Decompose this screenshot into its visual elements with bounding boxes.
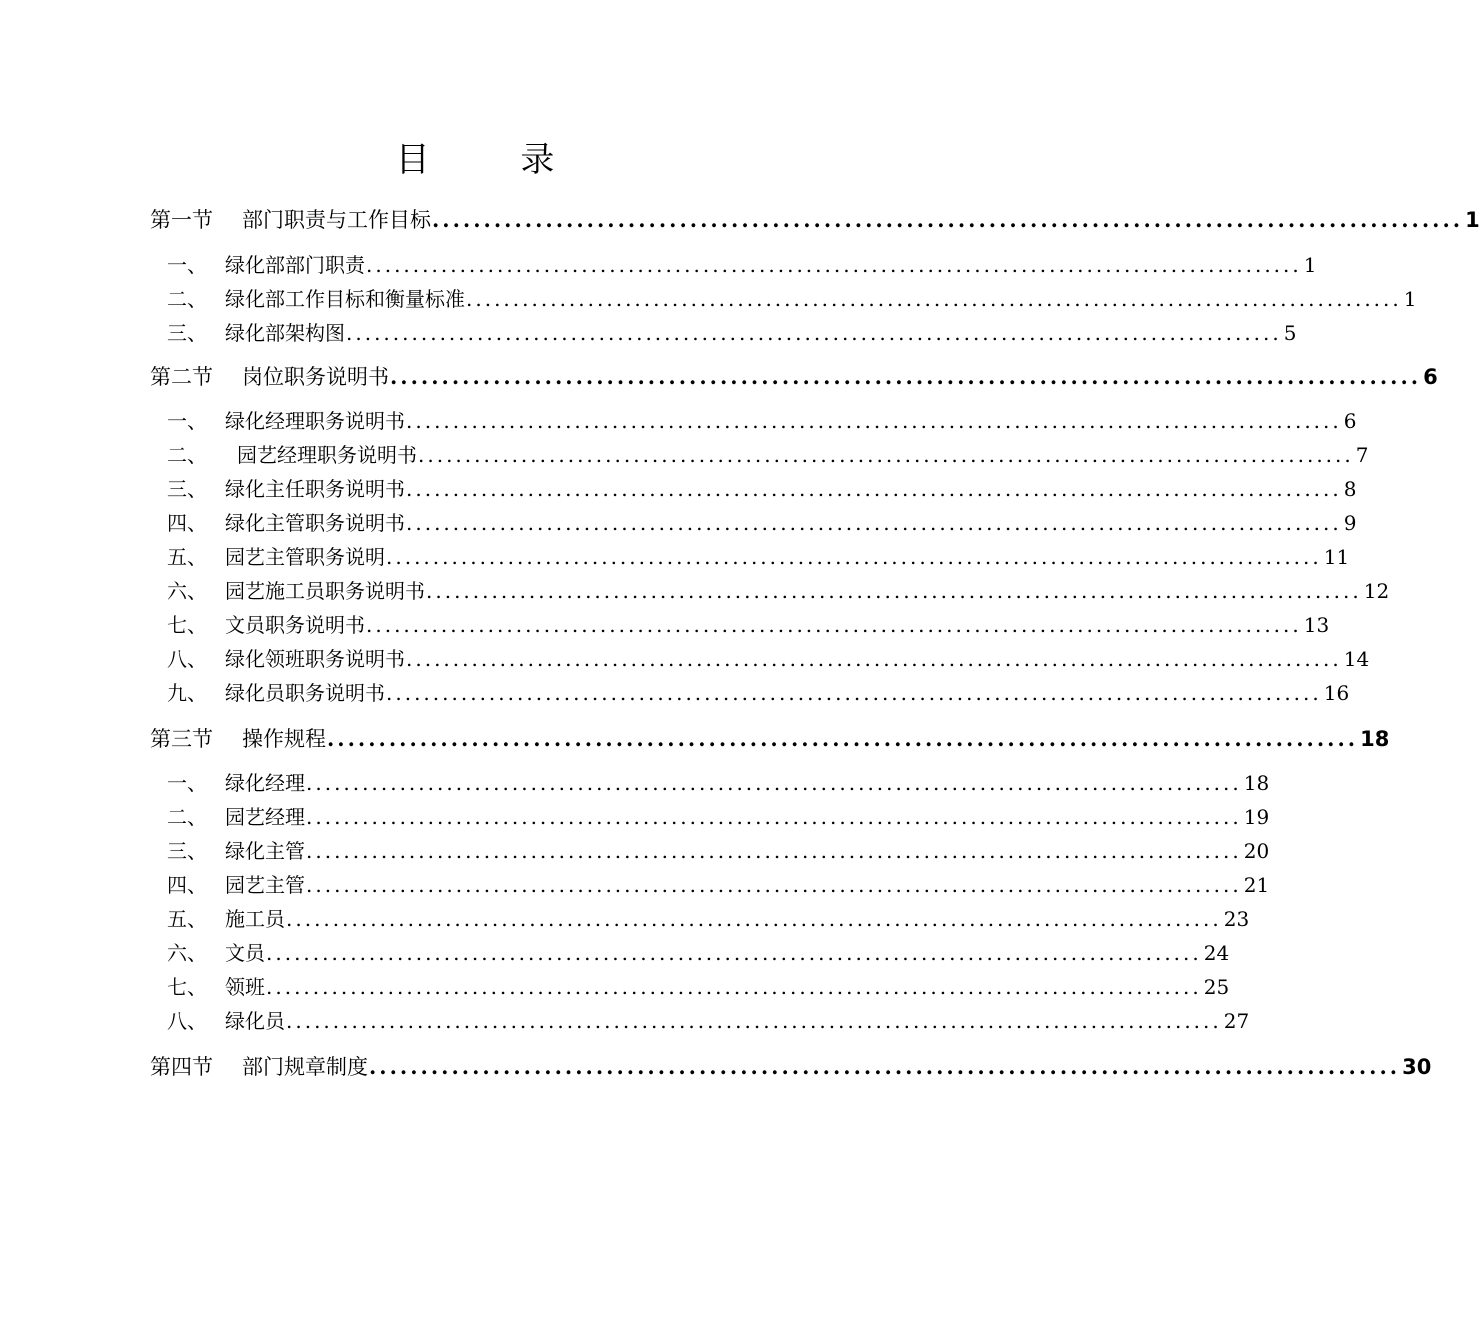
toc-number: 一、 (167, 771, 207, 795)
toc-number: 三、 (167, 477, 207, 501)
toc-page: 18 (1360, 727, 1390, 751)
toc-entry[interactable] (150, 972, 1230, 1002)
toc-page: 19 (1243, 805, 1270, 829)
toc-page: 6 (1423, 365, 1438, 389)
toc-page: 7 (1355, 443, 1369, 467)
toc-leader: .................................................................................................... (266, 941, 1202, 965)
toc-leader: .................................................................................................... (418, 443, 1354, 467)
toc-label: 园艺主管职务说明 (225, 545, 385, 569)
toc-number: 第四节 (150, 1055, 213, 1079)
toc-entry[interactable] (150, 644, 1370, 674)
toc-leader: .................................................................................................... (386, 681, 1322, 705)
toc-section-1[interactable] (150, 205, 1480, 235)
toc-leader: .................................................................................................... (266, 975, 1202, 999)
toc-leader: .................................................................................................... (306, 805, 1242, 829)
toc-number: 七、 (167, 613, 207, 637)
toc-section-4[interactable] (150, 1052, 1432, 1082)
toc-page: 23 (1223, 907, 1250, 931)
toc-leader: .................................................................................................... (366, 253, 1302, 277)
toc-leader: .................................................................................................... (406, 409, 1342, 433)
toc-number: 二、 (167, 443, 207, 467)
toc-label: 领班 (225, 975, 265, 999)
toc-label: 绿化员 (225, 1009, 285, 1033)
page-title: 目 录 (395, 140, 595, 180)
toc-page: 11 (1323, 545, 1350, 569)
toc-number: 二、 (167, 805, 207, 829)
toc-number: 三、 (167, 839, 207, 863)
toc-entry[interactable] (150, 1006, 1250, 1036)
toc-entry[interactable] (150, 542, 1350, 572)
toc-page: 12 (1363, 579, 1390, 603)
toc-leader: .................................................................................................... (406, 511, 1342, 535)
toc-number: 九、 (167, 681, 207, 705)
toc-number: 一、 (167, 253, 207, 277)
toc-leader: .................................................................................................... (406, 477, 1342, 501)
toc-label: 绿化经理 (225, 771, 305, 795)
toc-label: 部门规章制度 (242, 1055, 368, 1079)
toc-page: 13 (1303, 613, 1330, 637)
toc-page: 1 (1303, 253, 1317, 277)
toc-number: 八、 (167, 647, 207, 671)
toc-page: 6 (1343, 409, 1357, 433)
toc-number: 四、 (167, 873, 207, 897)
toc-page: 27 (1223, 1009, 1250, 1033)
toc-label: 绿化领班职务说明书 (225, 647, 405, 671)
toc-entry[interactable] (150, 610, 1330, 640)
toc-page: 14 (1343, 647, 1370, 671)
toc-page: 30 (1402, 1055, 1432, 1079)
toc-entry[interactable] (150, 440, 1369, 470)
toc-label: 文员 (225, 941, 265, 965)
toc-page: 9 (1343, 511, 1357, 535)
toc-leader: .................................................................................................... (286, 907, 1222, 931)
toc-entry[interactable] (150, 678, 1350, 708)
toc-label: 园艺经理 (225, 805, 305, 829)
toc-section-2[interactable] (150, 362, 1438, 392)
toc-page: 16 (1323, 681, 1350, 705)
toc-entry[interactable] (150, 870, 1270, 900)
toc-page: 18 (1243, 771, 1270, 795)
toc-leader: .................................................................................................... (386, 545, 1322, 569)
toc-label: 绿化主管职务说明书 (225, 511, 405, 535)
toc-number: 六、 (167, 579, 207, 603)
toc-leader: .................................................................................................... (426, 579, 1362, 603)
toc-entry[interactable] (150, 318, 1297, 348)
toc-page: 1 (1403, 287, 1417, 311)
toc-leader: .................................................................................................... (306, 839, 1242, 863)
toc-entry[interactable] (150, 802, 1270, 832)
toc-number: 第一节 (150, 208, 213, 232)
toc-leader: .................................................................................................... (306, 873, 1242, 897)
toc-number: 五、 (167, 907, 207, 931)
toc-number: 一、 (167, 409, 207, 433)
toc-label: 绿化部架构图 (225, 321, 345, 345)
toc-leader: .................................................................................................... (390, 364, 1422, 389)
toc-leader: .................................................................................................... (346, 321, 1282, 345)
toc-page: 20 (1243, 839, 1270, 863)
toc-label: 绿化经理职务说明书 (225, 409, 405, 433)
toc-page: 25 (1203, 975, 1230, 999)
toc-number: 三、 (167, 321, 207, 345)
toc-page: 21 (1243, 873, 1270, 897)
toc-entry[interactable] (150, 406, 1357, 436)
toc-entry[interactable] (150, 284, 1417, 314)
toc-page: 1 (1465, 208, 1480, 232)
toc-label: 绿化部工作目标和衡量标准 (225, 287, 465, 311)
toc-section-3[interactable] (150, 724, 1390, 754)
toc-page: 24 (1203, 941, 1230, 965)
toc-label: 园艺主管 (225, 873, 305, 897)
toc-label: 施工员 (225, 907, 285, 931)
toc-label: 文员职务说明书 (225, 613, 365, 637)
toc-entry[interactable] (150, 250, 1317, 280)
toc-page: 8 (1343, 477, 1357, 501)
toc-leader: .................................................................................................... (432, 207, 1464, 232)
toc-page: 5 (1283, 321, 1297, 345)
toc-number: 七、 (167, 975, 207, 999)
toc-label: 岗位职务说明书 (242, 365, 389, 389)
toc-label: 绿化主管 (225, 839, 305, 863)
toc-entry[interactable] (150, 904, 1250, 934)
toc-number: 第二节 (150, 365, 213, 389)
toc-entry[interactable] (150, 938, 1230, 968)
toc-label: 操作规程 (242, 727, 326, 751)
toc-label: 绿化部部门职责 (225, 253, 365, 277)
toc-number: 第三节 (150, 727, 213, 751)
toc-entry[interactable] (150, 474, 1357, 504)
toc-number: 八、 (167, 1009, 207, 1033)
toc-label: 绿化员职务说明书 (225, 681, 385, 705)
toc-number: 五、 (167, 545, 207, 569)
toc-leader: .................................................................................................... (306, 771, 1242, 795)
toc-leader: .................................................................................................... (369, 1054, 1401, 1079)
toc-entry[interactable] (150, 508, 1357, 538)
toc-label: 园艺施工员职务说明书 (225, 579, 425, 603)
toc-label: 绿化主任职务说明书 (225, 477, 405, 501)
toc-number: 二、 (167, 287, 207, 311)
toc-entry[interactable] (150, 768, 1270, 798)
toc-number: 四、 (167, 511, 207, 535)
toc-entry[interactable] (150, 836, 1270, 866)
toc-label: 园艺经理职务说明书 (237, 443, 417, 467)
toc-entry[interactable] (150, 576, 1390, 606)
toc-leader: .................................................................................................... (466, 287, 1402, 311)
toc-number: 六、 (167, 941, 207, 965)
toc-leader: .................................................................................................... (406, 647, 1342, 671)
toc-leader: .................................................................................................... (286, 1009, 1222, 1033)
toc-leader: .................................................................................................... (327, 726, 1359, 751)
toc-leader: .................................................................................................... (366, 613, 1302, 637)
toc-label: 部门职责与工作目标 (242, 208, 431, 232)
